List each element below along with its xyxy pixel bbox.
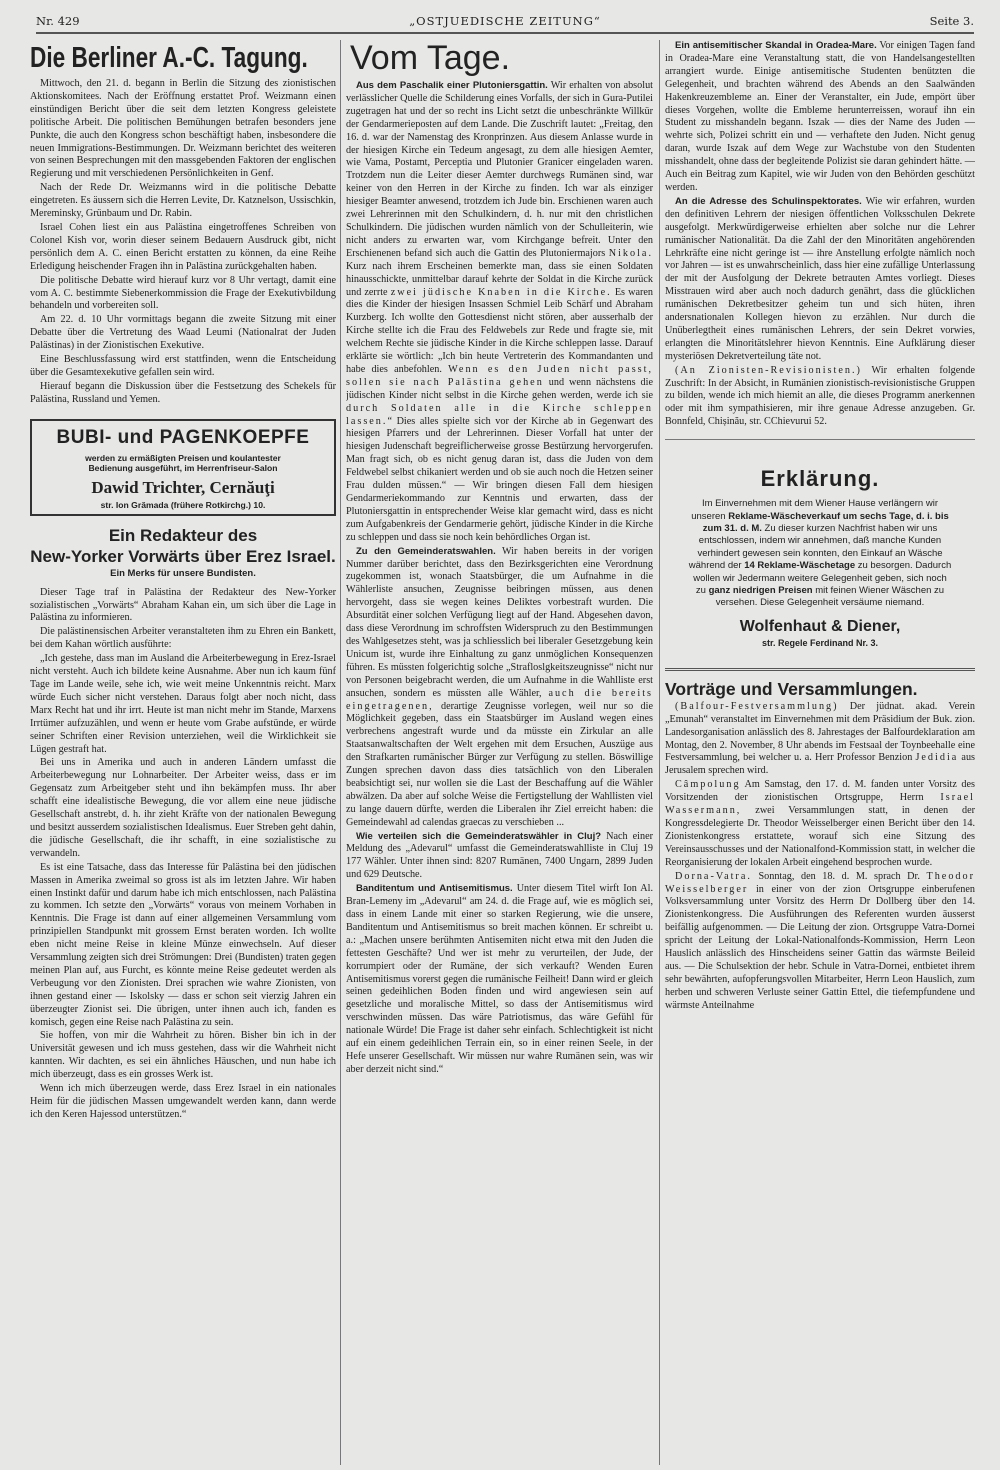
- advertisement-erklaerung: [665, 466, 975, 660]
- paragraph: Nach der Rede Dr. Weizmanns wird in die politische Debatte eingetreten. Es äussern sich die Herren Levite, Dr. Katznelson, Ussischkin, Mereminsky, Grünbaum und Dr. Rabin.: [30, 182, 336, 220]
- article-heading: Ein Redakteur des: [108, 525, 258, 545]
- paragraph: Eine Beschlussfassung wird erst stattfinden, wenn die Entscheidung über die Gesamtexekutive gefallen sein wird.: [30, 354, 336, 378]
- paragraph: Bei uns in Amerika und auch in anderen Ländern umfasst die Arbeiterbewegung nur Lohnarbeiter. Der Arbeiter weiss, dass er im Gegensatz zum Arbeitgeber steht und ihn bekämpfen muss. Ihr aber schafft eine idealistische Bewegung, die vor allem eine neue jüdische Gesellschaft anstrebt, d. h. ihr zieht Kräfte von der nationalen Bewegung und besitzt ausserdem sozialistischen Idealismus. Euer Streben geht dahin, die jüdische Gesellschaft, die ihr schafft, in eine sozialistische zu verwandeln.: [30, 757, 336, 859]
- column-2: [346, 40, 653, 1078]
- ad-firm-name: Wolfenhaut & Diener,: [739, 617, 901, 635]
- news-item: Dorna-Vatra. Sonntag, den 18. d. M. sprach Dr. Theodor Weisselberger in einer von der zion Ortsgruppe einberufenen Volksversammlung unter Vorsitz des Herrn Dr Dollberg über den 14. Zionistenkongress. Die Ausführungen des Referenten wurden äusserst beifällig aufgenommen. — Die Leitung der zion. Ortsgruppe Vatra-Dornei spricht der Leitung der Lokal-Nationalfonds-Kommission, Herrn Leon Hauslich anlässlich des Hinscheidens seiner Gattin das wärmste Beileid aus. — Die Schulsektion der hebr. Schule in Vatra-Dornei, entbietet ihrem sehr bewährten, aufopferungsvollen Mitarbeiter, Herrn Leon Hauslich, zum herben und schweren Verluste seiner Gattin Ettel, die tiefempfundene und wärmste Anteilnahme: [665, 870, 975, 1011]
- news-item: (An Zionisten-Revisionisten.) Wir erhalten folgende Zuschrift: In der Absicht, in Rumänien zionistisch-revisionistische Gruppen zu bilden, wende ich mich hiemit an alle, die dieses Programm anerkennen oder mit ihm sympathisieren, mir ihre genaue Adresse anzugeben. Gr. Bonnfeld, Chișinău, str. CChievurui 52.: [665, 364, 975, 428]
- paragraph: Sie hoffen, von mir die Wahrheit zu hören. Bisher bin ich in der Universität gewesen und ich muss gestehen, dass wir die Wahrheit nicht kannten. Wir dachten, es sei ein ähnliches Häuschen, und nun habe ich mich überzeugt, dass es ein grosses Werk ist.: [30, 1030, 336, 1081]
- ad-address: str. Regele Ferdinand Nr. 3.: [761, 637, 879, 648]
- news-item-title: (An Zionisten-Revisionisten.): [675, 364, 862, 376]
- ad-subtitle: werden zu ermäßigten Preisen und koulantester: [85, 452, 281, 463]
- column-1: [30, 40, 336, 1123]
- column-divider: [340, 40, 341, 1465]
- news-item-title: Banditentum und Antisemitismus.: [356, 883, 513, 895]
- news-item: (Balfour-Festversammlung) Der jüdnat. akad. Verein „Emunah“ veranstaltet im Einvernehmen mit dem Präsidium der Buk. zion. Landesorganisation anlässlich des 8. Jahrestages der Balfourdeklaration am Montag, den 2. November, 8 Uhr abends im Festsaal der Toynbeehalle eine Festversammlung, bei welcher u. a. Herr Professor Benzion Jedidia aus Jerusalem sprechen wird.: [665, 700, 975, 777]
- news-item: Ein antisemitischer Skandal in Oradea-Mare. Vor einigen Tagen fand in Oradea-Mare eine Veranstaltung statt, die von Handelsangestellten arrangiert wurde. Einige antisemitische Studenten benützten die Gelegenheit, und brachten während des Abends an den Saalwänden Hakenkreuzembleme an. Einer der Veranstalter, ein Jude, empört über dieses Vorgehen, wollte die Embleme herunterreissen, worauf ihn ein Student zu misshandeln begann. Iszak — dies der Name des Juden — wehrte sich, Polizei schritt ein und — verhaftete den Juden. Nicht genug daran, wurde Iszak auf dem Wege zur Wachstube von den Studenten misshandelt, ohne dass der begleitende Polizist sie daran gehindert hätte. — Auch ein Beitrag zum Kapitel, wie wir Juden von den Behörden geschützt werden.: [665, 40, 975, 193]
- article-heading: New-Yorker Vorwärts über Erez Israel.: [30, 546, 336, 566]
- paragraph: Mittwoch, den 21. d. begann in Berlin die Sitzung des zionistischen Aktionskomitees. Nach der Eröffnung erstattet Prof. Weizmann einen einstündigen Bericht über die seit dem letzten Kongress geleistete politische Arbeit. Die politischen Bemühungen betrafen besonders jene Punkte, die auch den Kongress schon beschäftigt haben, insbesondere die neuen Immigrations-Bestimmungen. Dr. Weizmann berichtet des weiteren von seinen Besprechungen mit den massgebenden Faktoren der englischen Regierung und mit verschiedenen Persönlichkeiten in Genf.: [30, 78, 336, 180]
- advertisement-box: [30, 419, 336, 516]
- ad-address: str. Ion Grămada (frühere Rotkirchg.) 10.: [100, 499, 266, 510]
- news-item-title: (Balfour-Festversammlung): [675, 700, 839, 712]
- paragraph: Israel Cohen liest ein aus Palästina eingetroffenes Schreiben von Colonel Kish vor, worin dieser seinem Bedauern Ausdruck gibt, nicht persönlich dem A. C. einen Bericht erstatten zu können, da eine Reihe Erledigung heischender Fragen ihn in Palästina zurückgehalten haben.: [30, 221, 336, 272]
- news-item-title: Aus dem Paschalik einer Plutoniersgattin.: [356, 80, 548, 91]
- paragraph: Die politische Debatte wird hierauf kurz vor 8 Uhr vertagt, damit eine vom A. C. bestimmte Siebenerkommission die Frage der Exekutivbildung behandeln und vorbereiten soll.: [30, 274, 336, 312]
- news-item-title: Câmpolung: [675, 779, 741, 791]
- news-item-title: An die Adresse des Schulinspektorates.: [675, 195, 862, 207]
- news-item-title: Wie verteilen sich die Gemeinderatswähler in Cluj?: [356, 830, 602, 842]
- ad-title: Erklärung.: [760, 466, 880, 492]
- section-heading: Vom Tage.: [350, 40, 511, 77]
- ad-business-name: Dawid Trichter, Cernăuţi: [91, 477, 275, 497]
- divider: [665, 668, 975, 671]
- page-number: Seite 3.: [929, 14, 974, 28]
- issue-number: Nr. 429: [36, 14, 80, 28]
- paragraph: Dieser Tage traf in Palästina der Redakteur des New-Yorker sozialistischen „Vorwärts“ Abraham Kahan ein, um sich über die Lage in Palästina zu informieren.: [30, 586, 336, 624]
- page-header: [36, 14, 974, 34]
- divider: [665, 439, 975, 440]
- news-item: Câmpolung Am Samstag, den 17. d. M. fanden unter Vorsitz des Vorsitzenden der zionistischen Ortsgruppe, Herrn Israel Wassermann, zwei Versammlungen statt, in denen der Kongressdelegierte Dr. Theodor Weisselberger einen Bericht über den 14. Zionistenkongress erstattete, worauf sich eine Sitzung des Vereinsausschusses und der Nationalfond-Kommission statt, in welcher die Reorganisierung der lokalen Arbeit eingehend besprochen wurde.: [665, 779, 975, 868]
- paragraph: Hierauf begann die Diskussion über die Festsetzung des Schekels für Palästina, Russland und Yemen.: [30, 380, 336, 405]
- paragraph: Die palästinensischen Arbeiter veranstalteten ihm zu Ehren ein Bankett, bei dem Kahan wörtlich ausführte:: [30, 626, 336, 651]
- column-3: [665, 40, 975, 1014]
- news-item: Wie verteilen sich die Gemeinderatswähler in Cluj? Nach einer Meldung des „Adevarul“ umfasst die Gemeinderatswahlliste in Cluj 19 177 Wähler. Unter ihnen sind: 8207 Rumänen, 7400 Ungarn, 2899 Juden und 629 Deutsche.: [346, 830, 653, 881]
- newspaper-title: „OSTJUEDISCHE ZEITUNG“: [409, 14, 601, 28]
- ad-title: BUBI- und PAGENKOEPFE: [56, 426, 310, 448]
- article-heading: Die Berliner A.-C. Tagung.: [30, 42, 308, 74]
- section-heading: Vorträge und Versammlungen.: [665, 678, 918, 699]
- paragraph: Es ist eine Tatsache, dass das Interesse für Palästina bei den jüdischen Massen in Amerika zweimal so gross ist als im letzten Jahre. Wir haben einen Instinkt dafür und darum habe ich mich entschlossen, nach Palästina zu kommen. Ich setzte den „Vorwärts“ voraus von meinem Vorhaben in Kenntnis. Die Frage ist dann auf einer allgemeinen Versammlung vom prinzipiellen Standpunkt mit grossem Ernst beraten worden. Ich wollte eben nicht meine Reise in kleine Münze einwechseln. Auf dieser Versammlung zeigten sich drei Strömungen: Drei (Bundisten) traten gegen meinen Plan auf, aus Furcht, es könnte meine Reise gedeutet werden als Verbeugung vor den Zionisten. Drei sprachen wie wahre Zionisten, von ihnen gestand einer — Iskolsky — dass er schon seit vierzig Jahren ein überzeugter Zionist sei. Die übrigen, unter ihnen auch ich, fanden es komisch, gegen eine Reise nach Palästina zu sein.: [30, 861, 336, 1028]
- paragraph: „Ich gestehe, dass man im Ausland die Arbeiterbewegung in Erez-Israel nicht versteht. Auch ich bildete keine Ausnahme. Aber nun ich kaum fünf Tage im Lande weile, sehe ich, wie weit meine Unkenntnis reicht. Marx würde Euch sicher nicht verstehen. Daraus folgt aber noch nicht, dass Marx Recht hat und ihr irrt. Heute ist man nicht mehr im Stande, Marxens Irrtümer aufzuzählen, und wenn er heute vom Grabe aufstünde, er würde seiner Schriften einer Revision unterziehen, weil die Wirklichkeit sie Lügen gestraft hat.: [30, 653, 336, 755]
- news-item: Banditentum und Antisemitismus. Unter diesem Titel wirft Ion Al. Bran-Lemeny im „Adevarul“ am 24. d. die Frage auf, wie es möglich sei, dass in einem Lande mit einer so starken Regierung, wie die unsere, Banditentum und Antisemitismus so breit machen können. Er schreibt u. a.: „Machen unsere berühmten Antisemiten nicht etwa mit den Juden die fettesten Geschäfte? Und wer ist mehr zu verurteilen, der Jude, der korrumpiert oder der Rumäne, der sich verkauft? Wenden Euren Antisemitismus vorerst gegen die rumänische Feilheit! Dann wird er gleich seinen gedeihlichen Boden finden und wird angewiesen sein auf gesetzliche und moralische Mittel, so dass der Antisemitismus wird verschwinden müssen. Das wäre Patriotismus, das wäre Gefühl für nationale Würde! Die Frage ist daher sehr einfach. Schlechtigkeit ist nicht auf ein einem gedeihlichen Terrain ein, so in einer reinen Seele, in der Hefe unserer Gesellschaft. Wir müssen nur wahre Rumänen sein, was wir aber derzeit nicht sind.“: [346, 883, 653, 1075]
- news-item-title: Zu den Gemeinderatswahlen.: [356, 545, 496, 557]
- paragraph: Am 22. d. 10 Uhr vormittags begann die zweite Sitzung mit einer Debatte über die Vertretung des Waad Leumi (Nationalrat der Juden Palästinas) in der Zionistischen Exekutive.: [30, 314, 336, 352]
- column-divider: [659, 40, 660, 1465]
- paragraph: Wenn ich mich überzeugen werde, dass Erez Israel in ein nationales Heim für die jüdischen Massen umgewandelt werden kann, dann werde ich den Keren Hajessod unterstützen.“: [30, 1083, 336, 1120]
- news-item-title: Ein antisemitischer Skandal in Oradea-Mare.: [675, 40, 877, 51]
- ad-subtitle: Bedienung ausgeführt, im Herrenfriseur-Salon: [88, 463, 278, 474]
- article-subheading: Ein Merks für unsere Bundisten.: [110, 567, 256, 579]
- ad-body: Im Einvernehmen mit dem Wiener Hause verlängern wir unseren Reklame-Wäscheverkauf um sechs Tage, d. i. bis zum 31. d. M. Zu dieser kurzen Nachfrist haben wir uns entschlossen, indem wir annehmen, daß manche Kunden verhindert gewesen sein konnten, den Einkauf an Wäsche während der 14 Reklame-Wäschetage zu besorgen. Dadurch wollen wir Jedermann weitere Gelegenheit geben, sich noch zu ganz niedrigen Preisen mit feinen Wiener Wäschen zu versehen. Diese Gelegenheit versäume niemand.: [688, 498, 952, 609]
- news-item: Aus dem Paschalik einer Plutoniersgattin. Wir erhalten von absolut verlässlicher Quelle die Schilderung eines Vorfalls, der sich in Gura-Putilei zugetragen hat und der so recht ins Licht setzt die unbeschränkte Willkür der Gendarmerieposten auf dem Lande. Die Zuschrift lautet: „Freitag, den 16. d. war der Namenstag des Kronprinzen. Aus diesem Anlasse wurde in der hiesigen Kirche ein Tedeum angesagt, zu dem alle hiesigen Aemter, wie Vama, Postamt, Perceptia und Plutonier Granicer eingeladen waren. Trotzdem nun die Leiter dieser Aemter durchwegs Rumänen sind, war keiner von den Herren in der Kirche zu finden. Ich war als einziger hiesiger Beamter anwesend, trotzdem ich Jude bin. Erschienen waren auch zwei Lehrerinnen mit den Schulkindern, d. h. nur mit den christlichen Schulkindern. Die jüdischen wurden nämlich von der Schulleiterin, wie nicht anders zu erwarten war, vom Kirchgange befreit. Unter den Erschienenen befand sich auch die Gattin des Plutoniermajors Nikola. Kurz nach ihrem Erscheinen bemerkte man, dass sie einen Soldaten hinausschickte, unmittelbar darauf kehrte der Soldat in die Kirche zurück und zerrte zwei jüdische Knaben in die Kirche. Es waren dies die Kinder der hiesigen Insassen Schmiel Leib Schärf und Abraham Kurzberg. Ich wollte den Gottesdienst nicht stören, aber ausserhalb der Kirche stellte ich die Frau des Feldwebels zur Rede und fragte sie, mit welchem Rechte sie jüdische Kinder in die Kirche schleppen lasse. Darauf erklärte sie wörtlich: „Ich bin heute Vertreterin des Kommandanten und habe dies anbefohlen. Wenn es den Juden nicht passt, sollen sie nach Palästina gehen und wenn nächstens die jüdischen Kinder nicht selbst in die Kirche gehen werden, werde ich sie durch Soldaten alle in die Kirche schleppen lassen.“ Dies alles spielte sich vor der Kirche ab in Gegenwart des hiesigen Pfarrers und der Lehrerinnen. Dieser Vorfall hat unter der hiesigen Judenschaft begreiflicherweise grosse Bestürzung hervorgerufen. Man fragt sich, ob es nicht genug daran ist, dass die Juden von dem Feldwebel selbst chikaniert werden und ob sie auch noch die Hetzen seiner Frau dulden müssen.“ — Wir bringen diesen Fall dem hiesigen Gendarmeriekommando zur Kenntnis und erwarten, dass der Plutoniersgattin in entsprechender Weise klar gemacht wird, dass es nicht zum Aufgabenkreis der Gendarmerie gehört, jüdische Kinder in die Kirche zu schleppen und dass sie noch kein behördliches Organ ist.: [346, 80, 653, 543]
- news-item: An die Adresse des Schulinspektorates. Wie wir erfahren, wurden den definitiven Lehrern der niesigen öffentlichen Volksschulen Dekrete ausgefolgt. Merkwürdigerweise erhielten aber solche nur die Lehrer rumänischer Nationalität. Da die Zahl der den Minoritäten angehörenden Lehrkräfte eine nicht geringe ist — ihre Anstellung erfolgte nämlich noch vor Jahren — ist es unwahrscheinlich, dass hier eine zufällige Unterlassung der mit der Ausfolgung der Dekrete betrauten Amtes vorliegt. Dieses Misstrauen wird aber auch noch dadurch genährt, dass die glücklichen rumänischen Dekretbesitzer geheim tun und sich hüten, ihren andersnationalen Kollegen hievon zu erzählen. Nur durch die Unüberlegtheit eines rumänischen Lehrers, der sein Dekret vorwies, erlangten die Minoritätslehrer hievon Kenntnis. Eine Aufklärung dieser mysteriösen Dekretverteilung täte not.: [665, 195, 975, 362]
- news-item-title: Dorna-Vatra.: [675, 870, 752, 882]
- news-item: Zu den Gemeinderatswahlen. Wir haben bereits in der vorigen Nummer darüber berichtet, dass den Bezirksgerichten eine Verordnung zugekommen ist, wonach Staatsbürger, die um Aufnahme in die Wählerliste ansuchen, Zeugnisse beibringen müssen, aus denen hervorgeht, dass sie wegen keines Deliktes vorbestraft wurden. Die Absurdität einer solchen Verfügung liegt auf der Hand. Abgesehen davon, dass diese Verordnung im schroffsten Widerspruch zu den Bestimmungen des Wahlgesetzes steht, was ja schliesslich bei liberaler Gesetzgebung kein Unicum ist, wurde ihre Einhaltung zu ganz unmöglichen Konsequenzen führen. Es müssten folgerichtig solche „Strafloslgkeitszeugnisse“ nicht nur von Personen beigebracht werden, die um Aufnahme in die Wahlliste erst ansuchen, sondern es müssten alle Wähler, auch die bereits eingetragenen, derartige Zeugnisse vorlegen, weil nur so die Möglichkeit gegeben, dass ein Staatsbürger im Ausland wegen eines verbrechens angestraft wurde und da müsste ein Zirkular an alle Staatsanwaltschaften der Welt ergehen mit dem Ersuchen, Auszüge aus den Strafkarten rumänischer Bürger zur Verfügung zu stellen. Böswillige Zungen sprechen davon dass dies tatsächlich von den Liberalen beabsichtigt sei, nur wollen sie die Last der Beschaffung auf die Wähler abwälzen. Da aber auf solche Weise die Fertigstellung der Wahllisten viel zu lange dauern dürfte, werden die Liberalen ihr Ziel erreicht haben: die Gemeindewahl ad calendas graecas zu verschieben ...: [346, 545, 653, 828]
